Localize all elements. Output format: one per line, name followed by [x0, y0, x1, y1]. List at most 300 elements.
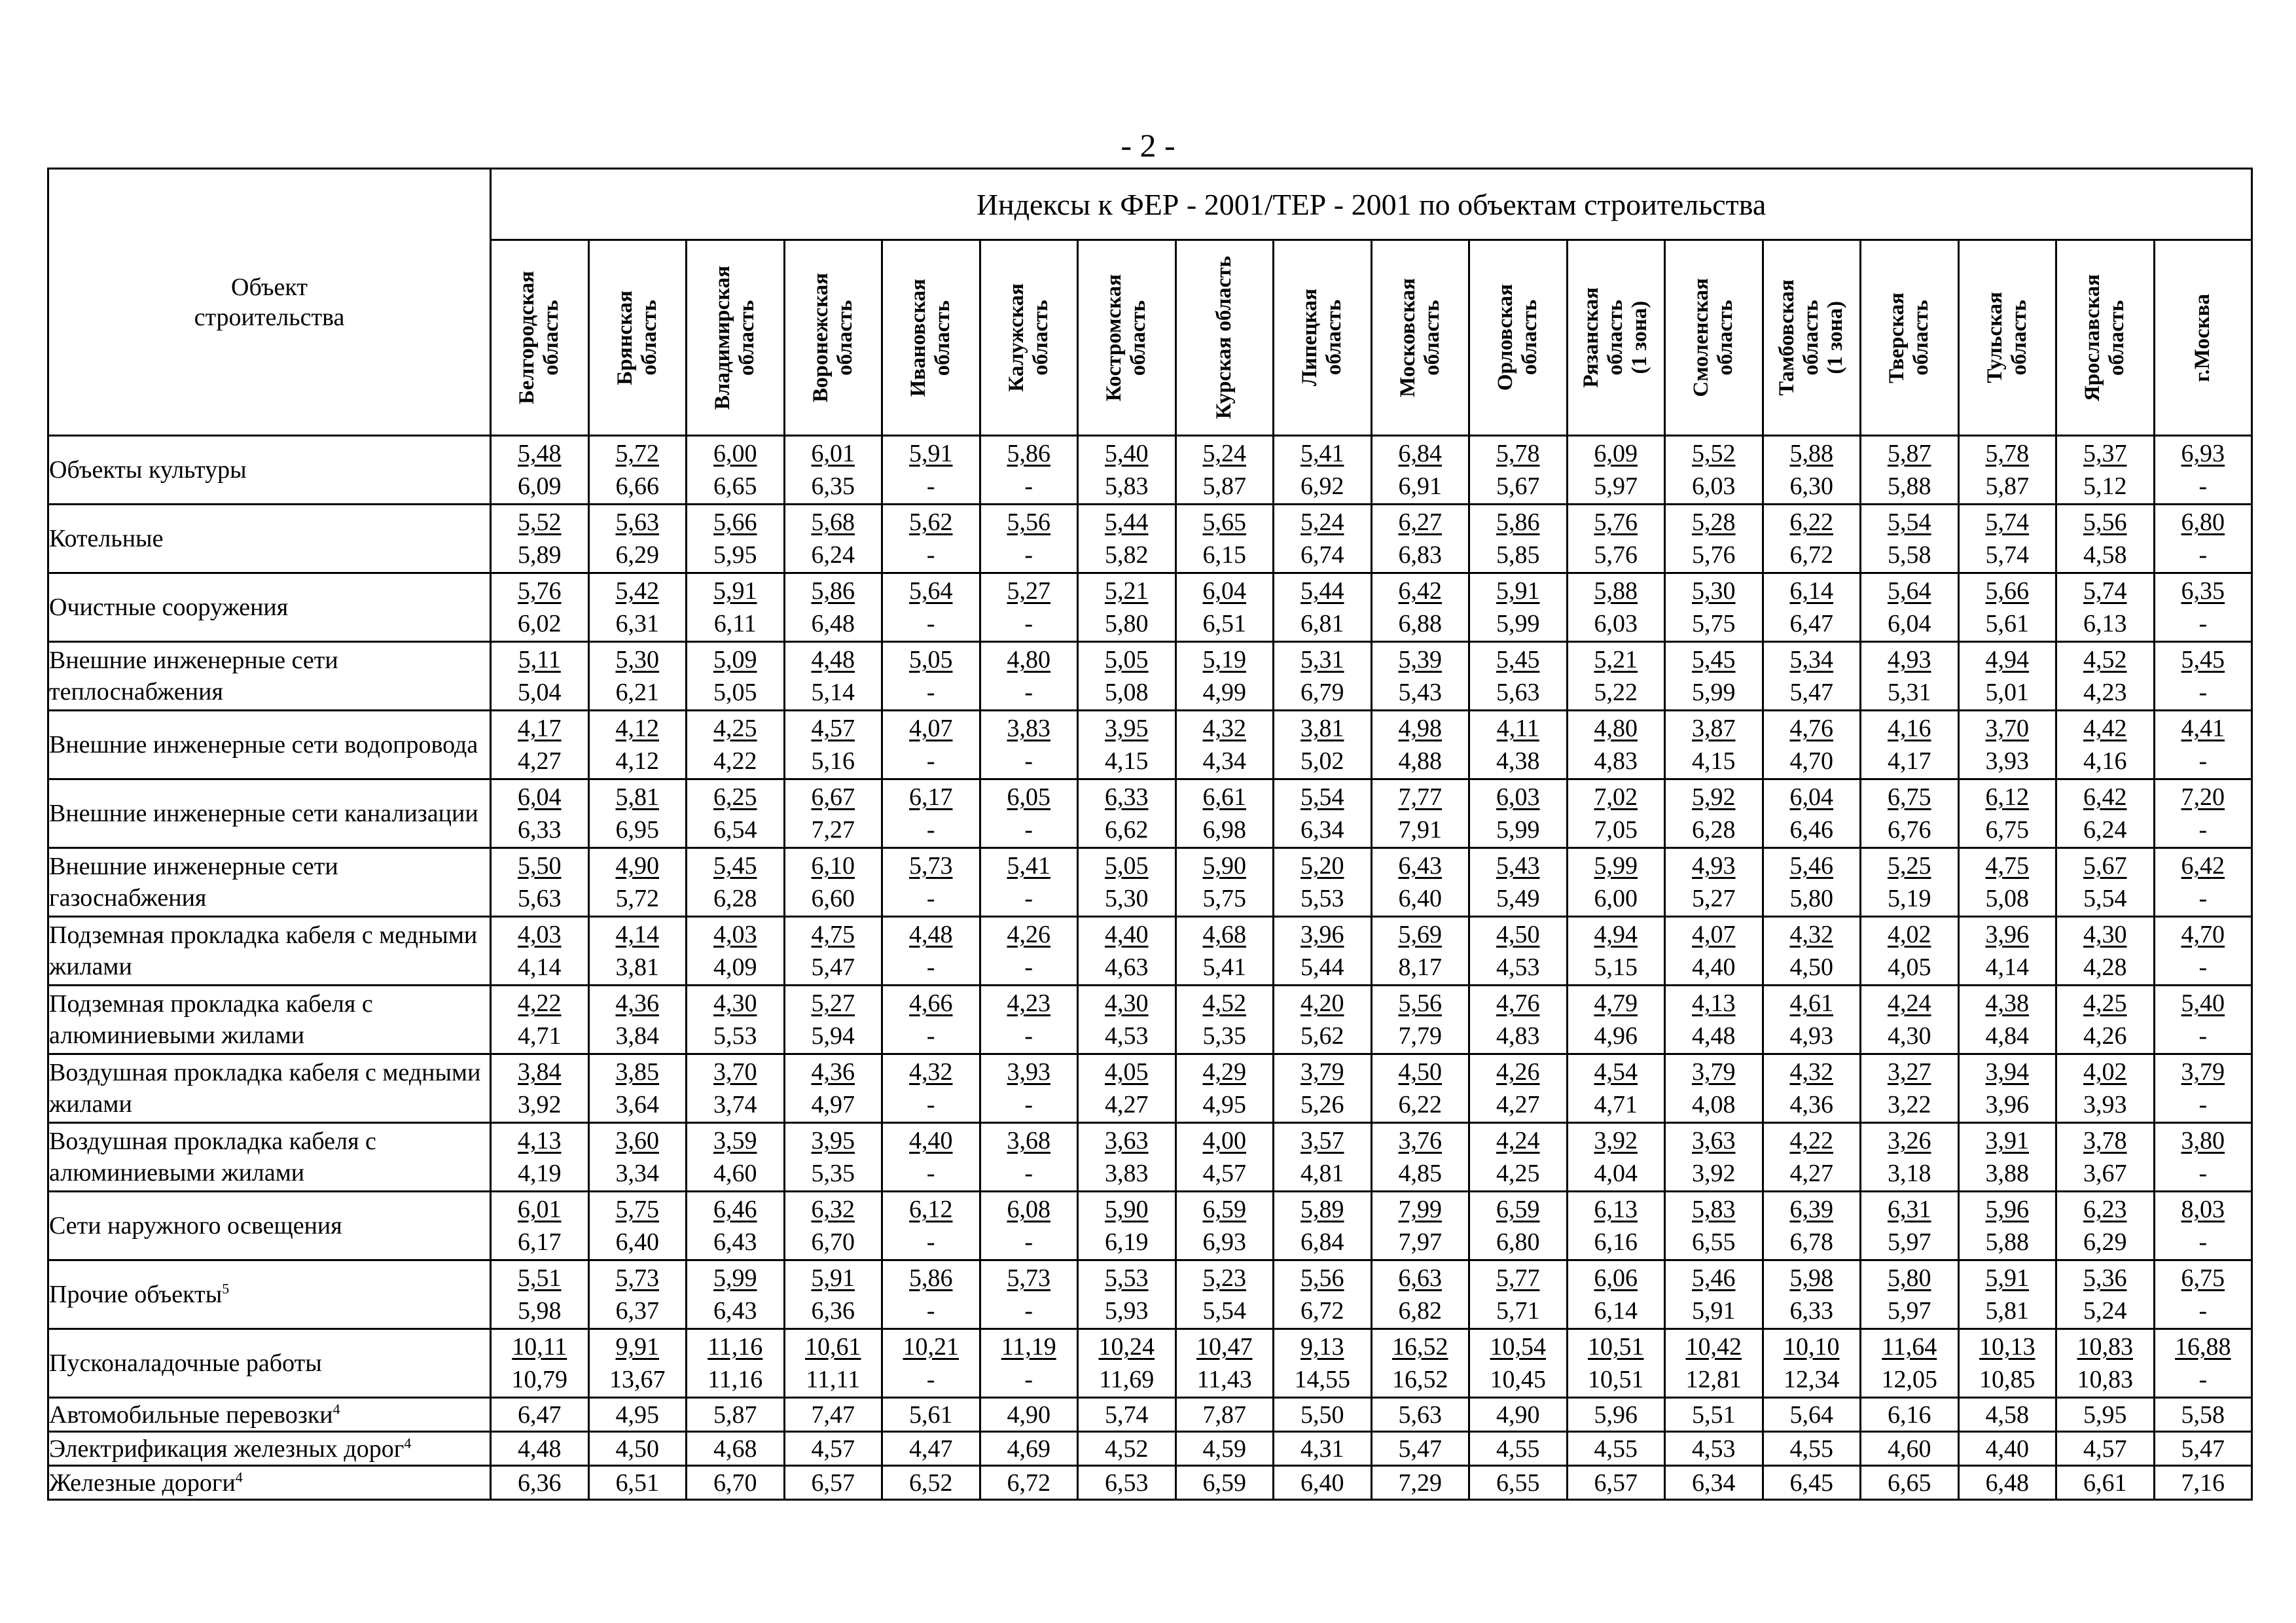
- footnote-marker: 4: [235, 1468, 243, 1485]
- index-cell: [1175, 917, 1274, 986]
- index-value-top: 5,46: [1789, 852, 1833, 880]
- index-cell: [588, 711, 687, 779]
- index-value-bottom: -: [1024, 1366, 1033, 1393]
- index-value-bottom: -: [926, 1228, 935, 1256]
- index-value-bottom: 6,13: [2083, 610, 2127, 637]
- index-value-top: 5,45: [713, 852, 757, 880]
- index-cell: [1665, 436, 1763, 505]
- index-cell: [980, 779, 1078, 848]
- index-cell: [491, 436, 589, 505]
- index-value-bottom: 5,30: [1105, 885, 1149, 912]
- index-value-bottom: 6,28: [713, 885, 757, 912]
- index-value-top: 4,30: [713, 990, 757, 1017]
- index-value-top: 6,04: [1789, 783, 1833, 811]
- index-value-bottom: 3,88: [1985, 1160, 2029, 1187]
- index-value-top: 6,59: [1496, 1196, 1540, 1223]
- index-cell: [980, 1192, 1078, 1260]
- index-value: 6,40: [1274, 1466, 1372, 1500]
- index-value-bottom: 4,12: [615, 747, 659, 775]
- index-value-top: 3,79: [1692, 1058, 1736, 1086]
- index-value-bottom: 4,85: [1398, 1160, 1442, 1187]
- index-value-top: 6,67: [811, 783, 855, 811]
- index-value-bottom: -: [926, 1297, 935, 1325]
- index-value-top: 3,26: [1888, 1127, 1931, 1154]
- index-cell: [2056, 917, 2155, 986]
- index-value-bottom: 4,96: [1594, 1022, 1638, 1050]
- index-value-bottom: -: [1024, 610, 1033, 637]
- row-label: [48, 1260, 491, 1329]
- index-value-top: 5,66: [713, 508, 757, 536]
- region-header: [2154, 240, 2252, 436]
- index-value-top: 5,50: [518, 852, 562, 880]
- index-value-bottom: 11,43: [1196, 1366, 1252, 1393]
- index-value-top: 3,96: [1985, 921, 2029, 948]
- region-header-label: Орловская область: [1494, 284, 1542, 391]
- index-cell: [1078, 1192, 1176, 1260]
- region-header-label: Липецкая область: [1298, 289, 1346, 387]
- index-value-bottom: -: [926, 541, 935, 569]
- index-value-bottom: 4,30: [1888, 1022, 1931, 1050]
- region-header-label: Московская область: [1395, 278, 1444, 397]
- index-value-top: 4,07: [1692, 921, 1736, 948]
- index-value-bottom: 5,12: [2083, 473, 2127, 500]
- index-value-top: 5,78: [1496, 440, 1540, 467]
- index-value-bottom: 5,99: [1496, 816, 1540, 844]
- index-cell: [1175, 1054, 1274, 1123]
- index-value-top: 4,23: [1007, 990, 1050, 1017]
- index-value-bottom: 6,91: [1398, 473, 1442, 500]
- index-cell: [1665, 1054, 1763, 1123]
- index-value-top: 5,77: [1496, 1264, 1540, 1292]
- index-cell: [1861, 573, 1959, 642]
- index-value-top: 5,56: [2083, 508, 2127, 536]
- index-cell: [2154, 1054, 2252, 1123]
- index-value-top: 5,83: [1692, 1196, 1736, 1223]
- index-value: 5,58: [2154, 1398, 2252, 1432]
- index-value-bottom: 3,22: [1888, 1091, 1931, 1118]
- index-value-top: 4,20: [1300, 990, 1344, 1017]
- region-header-label: Белгородская область: [515, 271, 564, 404]
- index-value-bottom: 4,09: [713, 954, 757, 981]
- index-value-bottom: -: [2198, 1228, 2208, 1256]
- index-value-bottom: 5,53: [713, 1022, 757, 1050]
- index-cell: [2154, 642, 2252, 711]
- row-label: [48, 1192, 491, 1260]
- index-value-top: 6,80: [2181, 508, 2225, 536]
- index-value-top: 4,26: [1007, 921, 1050, 948]
- index-cell: [2056, 986, 2155, 1054]
- index-cell: [1274, 986, 1372, 1054]
- index-value-top: 3,70: [1985, 715, 2029, 742]
- index-cell: [588, 986, 687, 1054]
- index-value-top: 5,43: [1496, 852, 1540, 880]
- index-value-top: 6,03: [1496, 783, 1540, 811]
- index-cell: [1274, 1329, 1372, 1398]
- index-cell: [687, 1054, 785, 1123]
- region-header-label: Смоленская область: [1689, 278, 1738, 397]
- index-cell: [1078, 848, 1176, 917]
- region-header: [1371, 240, 1469, 436]
- table-row: [48, 1466, 2252, 1500]
- index-value: 6,53: [1078, 1466, 1176, 1500]
- index-value-bottom: 5,80: [1789, 885, 1833, 912]
- index-value-bottom: 3,96: [1985, 1091, 2029, 1118]
- index-cell: [1861, 986, 1959, 1054]
- row-label-text: Котельные: [49, 525, 164, 552]
- index-value-top: 4,57: [811, 715, 855, 742]
- index-value: 4,68: [687, 1432, 785, 1466]
- index-value-top: 11,16: [708, 1333, 763, 1361]
- index-value-bottom: 5,71: [1496, 1297, 1540, 1325]
- index-value-bottom: 7,91: [1398, 816, 1442, 844]
- index-value-bottom: 6,30: [1789, 473, 1833, 500]
- index-cell: [882, 848, 980, 917]
- index-value: 4,55: [1567, 1432, 1665, 1466]
- index-value-bottom: -: [1024, 1160, 1033, 1187]
- index-cell: [1274, 711, 1372, 779]
- index-value-top: 5,21: [1594, 646, 1638, 673]
- index-value-top: 5,91: [713, 577, 757, 605]
- index-value-bottom: 4,60: [713, 1160, 757, 1187]
- index-value-top: 4,03: [518, 921, 562, 948]
- index-value-bottom: -: [926, 885, 935, 912]
- region-header-label: г.Москва: [2191, 293, 2215, 382]
- index-value-bottom: 14,55: [1294, 1366, 1350, 1393]
- index-value-bottom: 6,00: [1594, 885, 1638, 912]
- index-value-bottom: 6,70: [811, 1228, 855, 1256]
- index-cell: [1958, 1192, 2056, 1260]
- index-value-bottom: 5,35: [1202, 1022, 1246, 1050]
- index-value-top: 5,36: [2083, 1264, 2127, 1292]
- index-value-bottom: 6,40: [615, 1228, 659, 1256]
- index-value-bottom: 6,33: [518, 816, 562, 844]
- index-value-bottom: 16,52: [1392, 1366, 1448, 1393]
- index-value-top: 4,93: [1692, 852, 1736, 880]
- index-cell: [1274, 1260, 1372, 1329]
- index-value-top: 5,65: [1202, 508, 1246, 536]
- row-label: [48, 505, 491, 573]
- index-value-bottom: -: [926, 679, 935, 706]
- index-cell: [2056, 1192, 2155, 1260]
- index-cell: [1371, 848, 1469, 917]
- table-row: [48, 848, 2252, 917]
- index-value: 4,59: [1175, 1432, 1274, 1466]
- index-value-bottom: 10,85: [1979, 1366, 2036, 1393]
- index-value-top: 4,42: [2083, 715, 2127, 742]
- index-cell: [588, 573, 687, 642]
- index-value-bottom: 4,23: [2083, 679, 2127, 706]
- index-cell: [1763, 986, 1861, 1054]
- index-value-bottom: 6,76: [1888, 816, 1931, 844]
- index-cell: [687, 986, 785, 1054]
- index-value-top: 5,11: [518, 646, 561, 673]
- index-value-top: 3,70: [713, 1058, 757, 1086]
- index-value-bottom: 6,46: [1789, 816, 1833, 844]
- region-header-label: Тамбовская область (1 зона): [1775, 279, 1848, 396]
- index-value-top: 4,52: [1202, 990, 1246, 1017]
- index-value: 5,61: [882, 1398, 980, 1432]
- index-cell: [491, 848, 589, 917]
- index-value-bottom: 5,81: [1985, 1297, 2029, 1325]
- row-label-text: Объекты культуры: [49, 456, 247, 484]
- region-header: [1665, 240, 1763, 436]
- index-cell: [882, 505, 980, 573]
- index-value-top: 6,01: [518, 1196, 562, 1223]
- index-cell: [784, 917, 882, 986]
- table-row: [48, 917, 2252, 986]
- index-cell: [491, 1260, 589, 1329]
- index-cell: [1861, 1123, 1959, 1192]
- index-value: 6,59: [1175, 1466, 1274, 1500]
- index-value-top: 10,42: [1685, 1333, 1742, 1361]
- index-cell: [980, 1054, 1078, 1123]
- index-value-top: 10,54: [1490, 1333, 1546, 1361]
- index-value-bottom: 3,18: [1888, 1160, 1931, 1187]
- index-value: 4,90: [980, 1398, 1078, 1432]
- index-cell: [1469, 986, 1568, 1054]
- index-cell: [1078, 711, 1176, 779]
- index-value-bottom: -: [1024, 1022, 1033, 1050]
- index-value-top: 5,31: [1300, 646, 1344, 673]
- index-value: 7,47: [784, 1398, 882, 1432]
- region-header: [980, 240, 1078, 436]
- index-cell: [1078, 436, 1176, 505]
- index-cell: [1469, 436, 1568, 505]
- index-value-top: 4,22: [518, 990, 562, 1017]
- index-cell: [1567, 436, 1665, 505]
- index-cell: [980, 642, 1078, 711]
- index-value: 5,63: [1371, 1398, 1469, 1432]
- index-cell: [1371, 436, 1469, 505]
- index-value-top: 5,24: [1202, 440, 1246, 467]
- region-header-label: Воронежская область: [808, 273, 857, 402]
- index-cell: [1274, 642, 1372, 711]
- index-value: 4,57: [784, 1432, 882, 1466]
- table-row: [48, 711, 2252, 779]
- index-cell: [588, 505, 687, 573]
- index-value-bottom: 6,95: [615, 816, 659, 844]
- index-cell: [980, 848, 1078, 917]
- index-cell: [491, 642, 589, 711]
- index-value-bottom: 3,64: [615, 1091, 659, 1118]
- index-value-bottom: 4,99: [1202, 679, 1246, 706]
- index-value-top: 5,37: [2083, 440, 2127, 467]
- index-cell: [1567, 1329, 1665, 1398]
- index-value-bottom: -: [2198, 747, 2208, 775]
- index-cell: [491, 1054, 589, 1123]
- index-value-top: 6,84: [1398, 440, 1442, 467]
- index-value-top: 5,96: [1985, 1196, 2029, 1223]
- index-value-top: 7,77: [1398, 783, 1442, 811]
- index-cell: [1567, 1260, 1665, 1329]
- index-cell: [2056, 436, 2155, 505]
- index-value-bottom: 6,29: [2083, 1228, 2127, 1256]
- row-label-text: Железные дороги: [49, 1469, 236, 1497]
- index-cell: [2154, 711, 2252, 779]
- index-cell: [1763, 505, 1861, 573]
- row-label: [48, 1329, 491, 1398]
- index-cell: [882, 779, 980, 848]
- index-value-top: 4,16: [1888, 715, 1931, 742]
- index-value-top: 6,42: [1398, 577, 1442, 605]
- index-value-top: 5,53: [1105, 1264, 1149, 1292]
- table-row: [48, 642, 2252, 711]
- index-cell: [1567, 1054, 1665, 1123]
- index-value-top: 3,81: [1300, 715, 1344, 742]
- index-value-top: 6,13: [1594, 1196, 1638, 1223]
- object-column-header-label: Объект строительства: [194, 273, 345, 331]
- index-value-top: 5,41: [1007, 852, 1050, 880]
- index-cell: [1469, 1054, 1568, 1123]
- index-value-bottom: 5,24: [2083, 1297, 2127, 1325]
- row-label-text: Очистные сооружения: [49, 594, 289, 621]
- row-label: [48, 1054, 491, 1123]
- construction-index-table: [47, 168, 2253, 1501]
- index-value-bottom: 6,83: [1398, 541, 1442, 569]
- index-value-bottom: 4,71: [1594, 1091, 1638, 1118]
- index-value-bottom: 5,26: [1300, 1091, 1344, 1118]
- index-value-top: 3,27: [1888, 1058, 1931, 1086]
- index-value-top: 4,22: [1789, 1127, 1833, 1154]
- index-value-top: 3,79: [2181, 1058, 2225, 1086]
- index-value-top: 4,40: [909, 1127, 953, 1154]
- index-value-bottom: 4,14: [1985, 954, 2029, 981]
- index-value-bottom: 6,21: [615, 679, 659, 706]
- index-value-top: 5,28: [1692, 508, 1736, 536]
- index-value-bottom: 6,24: [2083, 816, 2127, 844]
- index-cell: [1175, 986, 1274, 1054]
- index-cell: [1567, 986, 1665, 1054]
- index-value-top: 4,36: [811, 1058, 855, 1086]
- index-value-top: 3,85: [615, 1058, 659, 1086]
- index-value-top: 4,30: [2083, 921, 2127, 948]
- index-value-top: 5,21: [1105, 577, 1149, 605]
- index-cell: [588, 642, 687, 711]
- index-value-bottom: -: [1024, 679, 1033, 706]
- index-cell: [980, 573, 1078, 642]
- index-value-top: 4,38: [1985, 990, 2029, 1017]
- index-value-bottom: 5,88: [1985, 1228, 2029, 1256]
- index-cell: [1371, 1260, 1469, 1329]
- index-value-bottom: 5,61: [1985, 610, 2029, 637]
- index-value-bottom: -: [1024, 954, 1033, 981]
- index-value-bottom: -: [1024, 1297, 1033, 1325]
- index-cell: [1763, 848, 1861, 917]
- index-value-top: 5,91: [811, 1264, 855, 1292]
- index-value-top: 4,90: [615, 852, 659, 880]
- row-label-text: Пусконаладочные работы: [49, 1349, 322, 1377]
- index-value-top: 4,80: [1007, 646, 1050, 673]
- index-cell: [1274, 573, 1372, 642]
- index-cell: [1078, 986, 1176, 1054]
- index-cell: [1469, 505, 1568, 573]
- index-value-top: 5,86: [1007, 440, 1050, 467]
- index-cell: [1763, 1192, 1861, 1260]
- index-value-top: 4,50: [1398, 1058, 1442, 1086]
- index-value-bottom: 6,36: [811, 1297, 855, 1325]
- index-value-top: 5,74: [2083, 577, 2127, 605]
- index-value-bottom: 11,11: [806, 1366, 861, 1393]
- index-cell: [1078, 779, 1176, 848]
- row-label-text: Внешние инженерные сети теплоснабжения: [49, 647, 338, 705]
- region-header-label: Ярославская область: [2081, 274, 2129, 402]
- index-cell: [2056, 711, 2155, 779]
- index-value-bottom: 4,70: [1789, 747, 1833, 775]
- index-value: 4,40: [1958, 1432, 2056, 1466]
- index-cell: [1665, 1329, 1763, 1398]
- index-value-top: 5,88: [1594, 577, 1638, 605]
- index-value: 6,34: [1665, 1466, 1763, 1500]
- index-cell: [2154, 848, 2252, 917]
- index-cell: [2056, 505, 2155, 573]
- index-value-top: 5,91: [909, 440, 953, 467]
- index-value-bottom: -: [2198, 679, 2208, 706]
- index-cell: [588, 436, 687, 505]
- index-value-top: 5,52: [1692, 440, 1736, 467]
- index-value-bottom: 5,67: [1496, 473, 1540, 500]
- index-value-bottom: 6,60: [811, 885, 855, 912]
- index-cell: [2056, 779, 2155, 848]
- row-label: [48, 573, 491, 642]
- index-value-top: 4,25: [713, 715, 757, 742]
- index-value-top: 5,56: [1398, 990, 1442, 1017]
- index-cell: [1567, 779, 1665, 848]
- index-value-top: 5,48: [518, 440, 562, 467]
- index-value-top: 5,45: [1496, 646, 1540, 673]
- index-value-top: 10,11: [512, 1333, 567, 1361]
- region-header: [2056, 240, 2155, 436]
- index-value-top: 5,87: [1888, 440, 1931, 467]
- index-cell: [1274, 1123, 1372, 1192]
- index-value-bottom: -: [2198, 1366, 2208, 1393]
- index-value-top: 5,42: [615, 577, 659, 605]
- index-value-top: 4,02: [2083, 1058, 2127, 1086]
- index-value-bottom: 6,33: [1789, 1297, 1833, 1325]
- index-cell: [2154, 917, 2252, 986]
- index-value-bottom: 6,88: [1398, 610, 1442, 637]
- index-value-bottom: 6,17: [518, 1228, 562, 1256]
- region-header: [1274, 240, 1372, 436]
- index-value-bottom: 5,27: [1692, 885, 1736, 912]
- index-value-bottom: 4,53: [1496, 954, 1540, 981]
- index-cell: [784, 986, 882, 1054]
- index-value: 6,36: [491, 1466, 589, 1500]
- index-value-top: 7,20: [2181, 783, 2225, 811]
- index-value-bottom: 5,80: [1105, 610, 1149, 637]
- index-cell: [1175, 1260, 1274, 1329]
- index-value-top: 4,36: [615, 990, 659, 1017]
- index-value-bottom: 5,99: [1692, 679, 1736, 706]
- row-label: [48, 1432, 491, 1466]
- index-cell: [1469, 848, 1568, 917]
- index-value-top: 3,63: [1105, 1127, 1149, 1154]
- index-cell: [1665, 711, 1763, 779]
- index-value-top: 3,94: [1985, 1058, 2029, 1086]
- index-value-top: 4,41: [2181, 715, 2225, 742]
- row-label-text: Прочие объекты: [49, 1281, 223, 1308]
- index-value: 6,55: [1469, 1466, 1568, 1500]
- index-cell: [491, 573, 589, 642]
- index-value-bottom: 5,63: [1496, 679, 1540, 706]
- index-value-top: 4,02: [1888, 921, 1931, 948]
- index-value-bottom: 4,28: [2083, 954, 2127, 981]
- index-cell: [1274, 848, 1372, 917]
- index-value-bottom: 4,16: [2083, 747, 2127, 775]
- index-cell: [882, 917, 980, 986]
- index-value-bottom: 5,31: [1888, 679, 1931, 706]
- index-value-bottom: 6,31: [615, 610, 659, 637]
- region-header: [784, 240, 882, 436]
